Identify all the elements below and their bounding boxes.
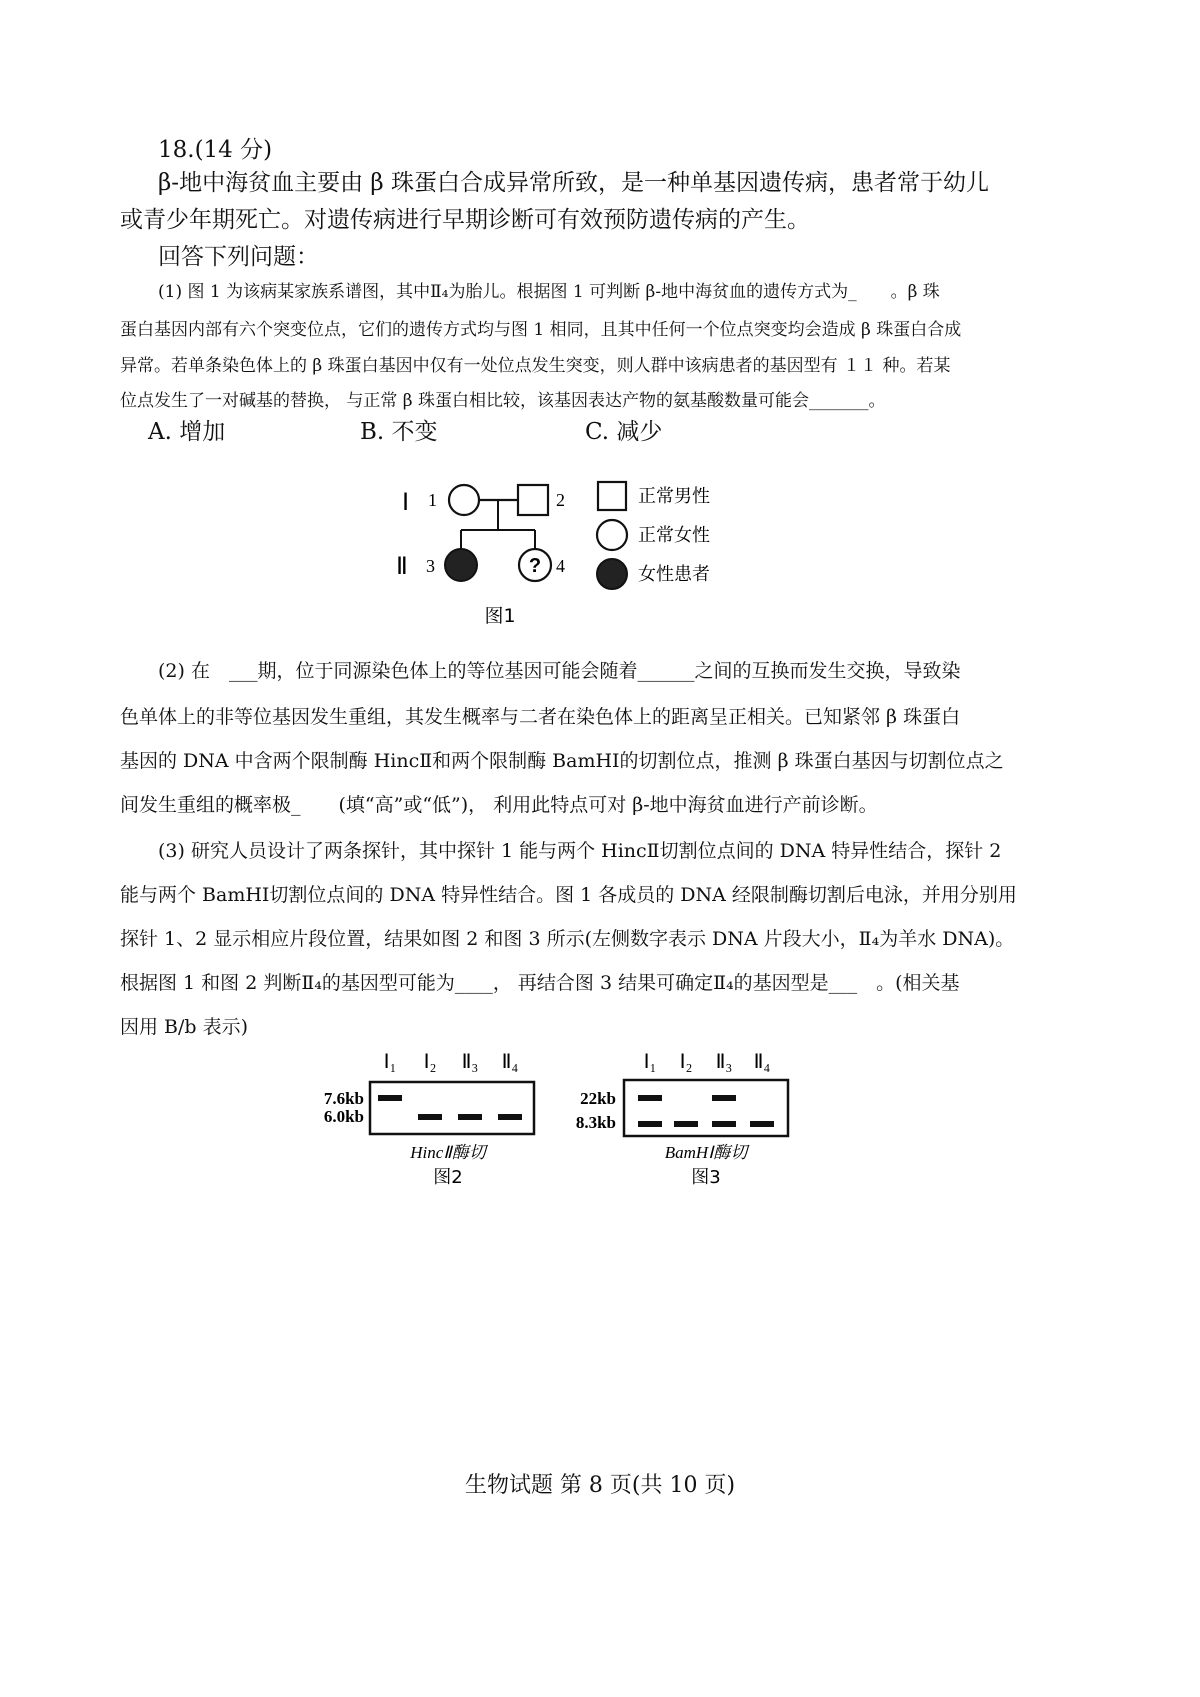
fig2-gel-frame <box>370 1082 534 1134</box>
fig3-lane-1-label: Ⅰ₁ <box>643 1051 657 1073</box>
answer-prompt: 回答下列问题： <box>158 244 319 270</box>
part3-line-3: 探针 1、2 显示相应片段位置，结果如图 2 和图 3 所示(左侧数字表示 DNA 片段大小，Ⅱ₄为羊水 DNA)。 <box>120 928 1015 950</box>
generation-1-label: Ⅰ <box>402 490 410 516</box>
part3-line-5: 因用 B/b 表示) <box>120 1016 249 1038</box>
figure2-gel <box>320 1040 560 1190</box>
fig2-lane-4-label: Ⅱ₄ <box>501 1051 519 1073</box>
fig3-lane-2-label: Ⅰ₂ <box>679 1051 693 1073</box>
gel-band-8.3kb-lane-3 <box>712 1121 736 1127</box>
option-c: C. 减少 <box>585 419 663 445</box>
individual-1-normal-female <box>449 485 479 515</box>
fig2-lane-1-label: Ⅰ₁ <box>383 1051 397 1073</box>
part2-line-4: 间发生重组的概率极_ (填“高”或“低”)， 利用此特点可对 β-地中海贫血进行产前诊断。 <box>120 794 878 816</box>
figure2-caption: 图2 <box>433 1167 463 1188</box>
gel-band-8.3kb-lane-1 <box>638 1121 662 1127</box>
fig2-size-label-7.6kb: 7.6kb <box>323 1089 364 1108</box>
individual-2-number: 2 <box>556 490 565 510</box>
generation-2-label: Ⅱ <box>396 554 408 580</box>
fig2-enzyme-label: HincⅡ酶切 <box>410 1143 486 1162</box>
part3-line-1: (3) 研究人员设计了两条探针，其中探针 1 能与两个 HincⅡ切割位点间的 DNA 特异性结合，探针 2 <box>158 840 1002 862</box>
gel-band-8.3kb-lane-2 <box>674 1121 698 1127</box>
individual-3-number: 3 <box>426 556 435 576</box>
fig2-lane-3-label: Ⅱ₃ <box>461 1051 479 1073</box>
intro-line-1: β-地中海贫血主要由 β 珠蛋白合成异常所致，是一种单基因遗传病，患者常于幼儿 <box>158 170 989 196</box>
gel-band-6.0kb-lane-3 <box>458 1114 482 1120</box>
part3-line-4: 根据图 1 和图 2 判断Ⅱ₄的基因型可能为____， 再结合图 3 结果可确定Ⅱ₄的基因型是___ 。(相关基 <box>120 972 960 994</box>
intro-line-2: 或青少年期死亡。对遗传病进行早期诊断可有效预防遗传病的产生。 <box>120 207 810 233</box>
gel-band-7.6kb-lane-1 <box>378 1095 402 1101</box>
legend-affected-female-symbol <box>597 559 627 589</box>
part1-line-2: 蛋白基因内部有六个突变位点，它们的遗传方式均与图 1 相同，且其中任何一个位点突变均会造成 β 珠蛋白合成 <box>120 320 962 340</box>
option-b: B. 不变 <box>360 419 438 445</box>
individual-3-affected-female <box>445 549 477 581</box>
fig2-size-label-6.0kb: 6.0kb <box>323 1107 364 1126</box>
part1-line-4: 位点发生了一对碱基的替换， 与正常 β 珠蛋白相比较，该基因表达产物的氨基酸数量可能会_______。 <box>120 391 886 411</box>
legend-normal-male-symbol <box>598 482 626 510</box>
gel-band-6.0kb-lane-4 <box>498 1114 522 1120</box>
fig3-size-label-22kb: 22kb <box>580 1089 616 1108</box>
fig3-size-label-8.3kb: 8.3kb <box>575 1113 616 1132</box>
part2-line-2: 色单体上的非等位基因发生重组，其发生概率与二者在染色体上的距离呈正相关。已知紧邻 β 珠蛋白 <box>120 706 961 728</box>
part3-line-2: 能与两个 BamHⅠ切割位点间的 DNA 特异性结合。图 1 各成员的 DNA 经限制酶切割后电泳，并用分别用 <box>120 884 1017 906</box>
figure3-caption: 图3 <box>691 1167 721 1188</box>
part1-line-3: 异常。若单条染色体上的 β 珠蛋白基因中仅有一处位点发生突变，则人群中该病患者的基因型有 １１ 种。若某 <box>120 356 951 376</box>
gel-band-22kb-lane-1 <box>638 1095 662 1101</box>
pedigree-figure <box>380 470 740 640</box>
part1-line-1: (1) 图 1 为该病某家族系谱图，其中Ⅱ₄为胎儿。根据图 1 可判断 β-地中海贫血的遗传方式为_ 。β 珠 <box>158 282 940 302</box>
individual-1-number: 1 <box>428 490 437 510</box>
page-footer: 生物试题 第 8 页(共 10 页) <box>464 1473 736 1498</box>
legend-normal-female-label: 正常女性 <box>638 525 710 546</box>
fig3-lane-3-label: Ⅱ₃ <box>715 1051 733 1073</box>
part2-line-1: (2) 在 ___期，位于同源染色体上的等位基因可能会随着______之间的互换而发生交换，导致染 <box>158 660 961 682</box>
figure1-caption: 图1 <box>484 605 516 627</box>
gel-band-6.0kb-lane-2 <box>418 1114 442 1120</box>
legend-normal-female-symbol <box>597 520 627 550</box>
legend-affected-female-label: 女性患者 <box>638 564 710 585</box>
question-number: 18.(14 分) <box>158 137 273 163</box>
individual-2-normal-male <box>518 485 548 515</box>
individual-4-number: 4 <box>556 556 565 576</box>
fig3-enzyme-label: BamHⅠ酶切 <box>664 1143 748 1162</box>
figure3-gel <box>568 1040 808 1190</box>
part2-line-3: 基因的 DNA 中含两个限制酶 HincⅡ和两个限制酶 BamHⅠ的切割位点，推测 β 珠蛋白基因与切割位点之 <box>120 750 1004 772</box>
gel-band-8.3kb-lane-4 <box>750 1121 774 1127</box>
option-a: A. 增加 <box>148 419 226 445</box>
unknown-mark: ? <box>528 555 542 577</box>
gel-band-22kb-lane-3 <box>712 1095 736 1101</box>
legend-normal-male-label: 正常男性 <box>638 486 710 507</box>
fig3-lane-4-label: Ⅱ₄ <box>753 1051 771 1073</box>
fig2-lane-2-label: Ⅰ₂ <box>423 1051 437 1073</box>
fig3-gel-frame <box>624 1080 788 1136</box>
